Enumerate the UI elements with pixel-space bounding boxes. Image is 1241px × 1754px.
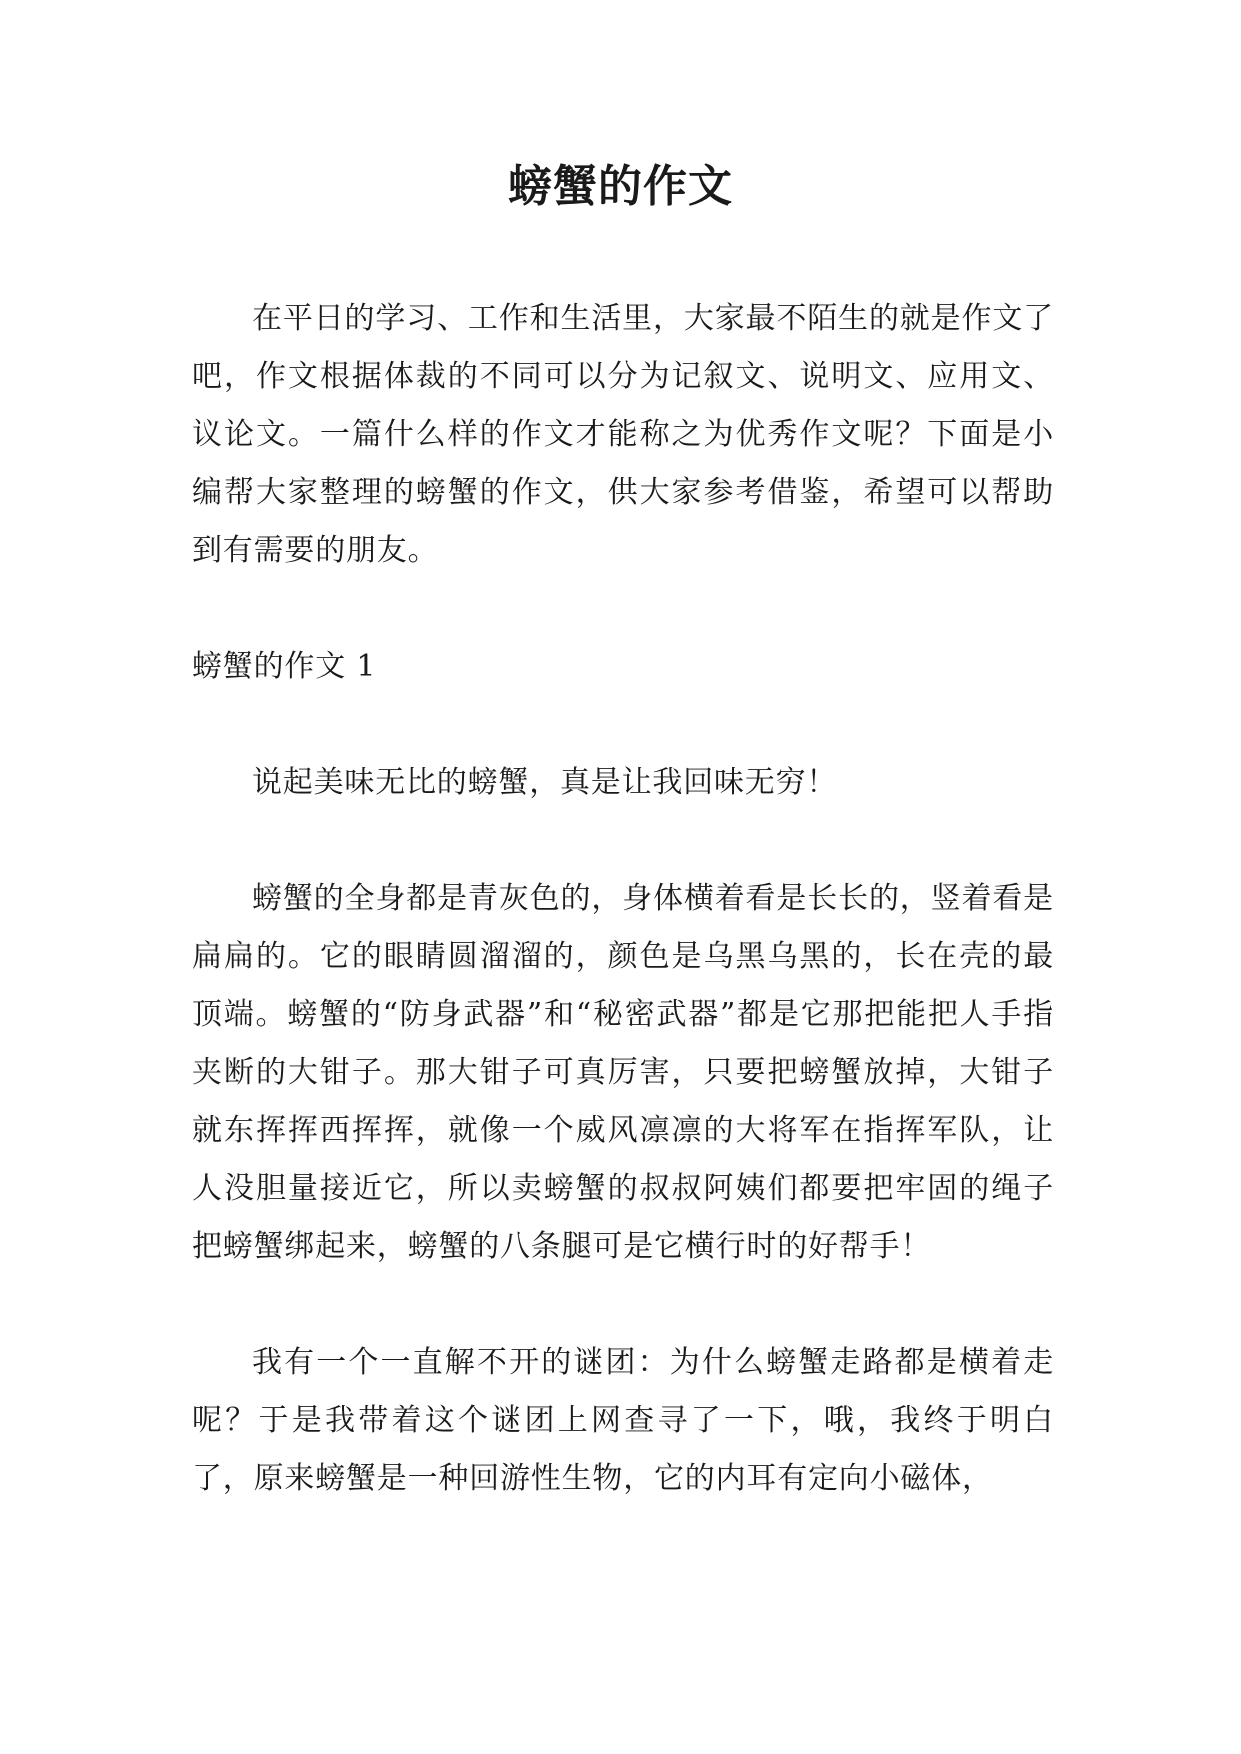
- section-heading: 螃蟹的作文 1: [192, 649, 377, 684]
- body-paragraph-2: 螃蟹的全身都是青灰色的，身体横着看是长长的，竖着看是扁扁的。它的眼睛圆溜溜的，颜色是乌黑乌黑的，长在壳的最顶端。螃蟹的“防身武器”和“秘密武器”都是它那把能把人手指夹断的大钳子。那大钳子可真厉害，只要把螃蟹放掉，大钳子就东挥挥西挥挥，就像一个威风凛凛的大将军在指挥军队，让人没胆量接近它，所以卖螃蟹的叔叔阿姨们都要把牢固的绳子把螃蟹绑起来，螃蟹的八条腿可是它横行时的好帮手！: [192, 881, 1054, 1264]
- body-paragraph-3: 我有一个一直解不开的谜团：为什么螃蟹走路都是横着走呢？于是我带着这个谜团上网查寻了一下，哦，我终于明白了，原来螃蟹是一种回游性生物，它的内耳有定向小磁体，: [192, 1345, 1054, 1496]
- document-title: 螃蟹的作文: [508, 161, 733, 212]
- document-body: [192, 290, 1054, 1566]
- body-paragraph-1: 说起美味无比的螃蟹，真是让我回味无穷！: [252, 765, 838, 800]
- intro-paragraph: 在平日的学习、工作和生活里，大家最不陌生的就是作文了吧，作文根据体裁的不同可以分为记叙文、说明文、应用文、议论文。一篇什么样的作文才能称之为优秀作文呢？下面是小编帮大家整理的螃蟹的作文，供大家参考借鉴，希望可以帮助到有需要的朋友。: [192, 301, 1054, 568]
